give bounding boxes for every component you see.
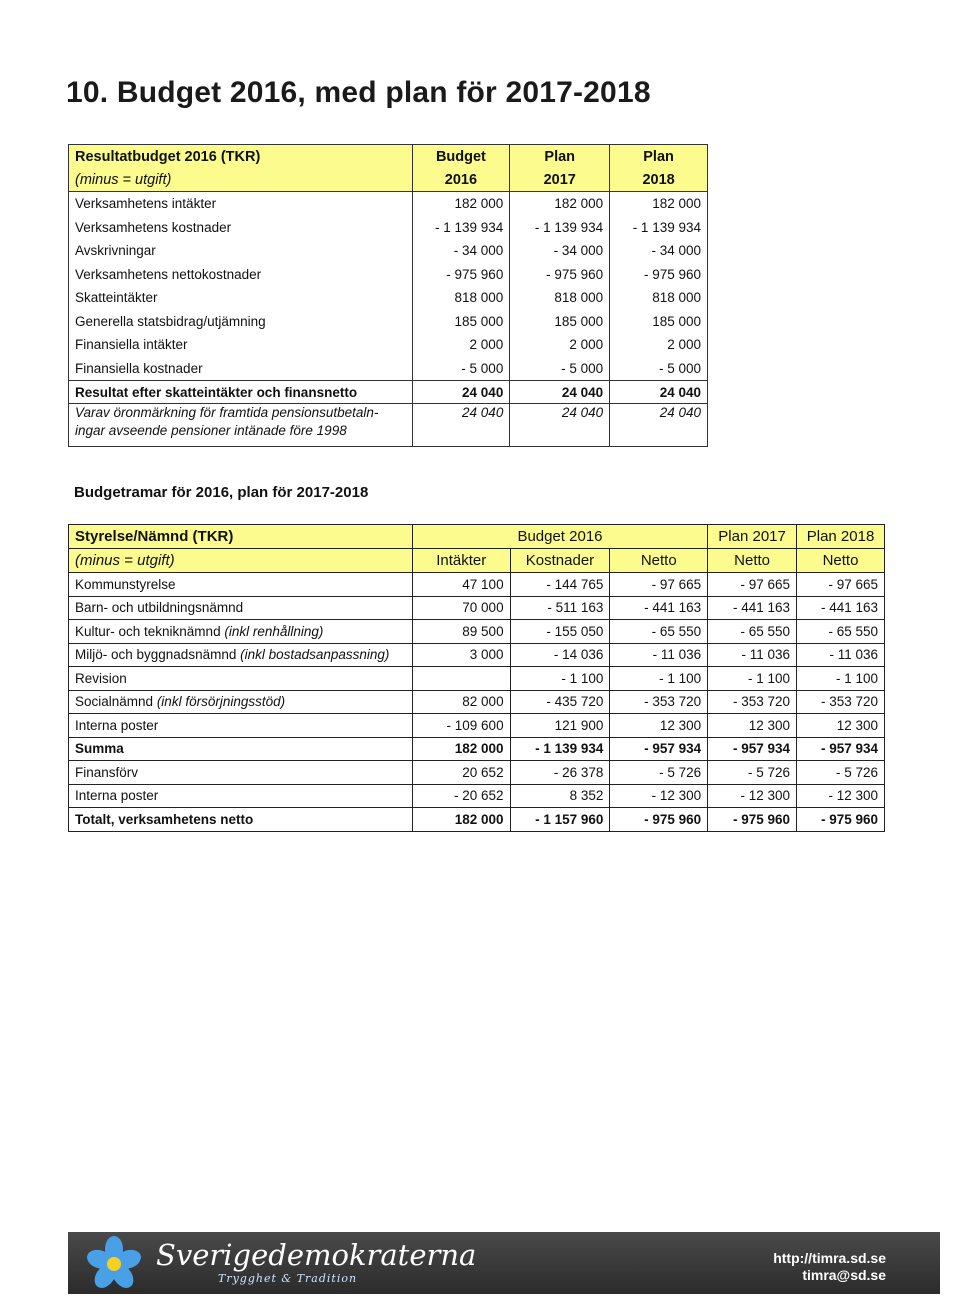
result-col-budget-year: 2016: [412, 168, 510, 192]
table-row: [69, 216, 708, 240]
cell-intakter: 70 000: [412, 596, 510, 620]
row-label: [69, 643, 413, 667]
cell-netto-2016: - 441 163: [610, 596, 708, 620]
cell-netto-2016: - 957 934: [610, 737, 708, 761]
budget-frames-table: [68, 524, 885, 832]
brand-tagline: Trygghet & Tradition: [218, 1272, 358, 1285]
cell-netto-2017: - 65 550: [708, 620, 797, 644]
table-row: [69, 239, 708, 263]
row-label: Verksamhetens nettokostnader: [75, 266, 262, 282]
cell-netto-2018: - 975 960: [797, 808, 885, 832]
table-row: [69, 690, 885, 714]
row-label-note: (inkl försörjningsstöd): [156, 694, 286, 710]
row-label: Varav öronmärkning för framtida pensionsutbetaln- ingar avseende pensioner intänade före 1998: [69, 404, 413, 447]
cell-intakter: 89 500: [412, 620, 510, 644]
cell-budget: - 975 960: [412, 263, 510, 287]
cell-plan2017: - 975 960: [510, 263, 610, 287]
cell-budget: 24 040: [412, 404, 510, 447]
cell-kostnader: - 511 163: [510, 596, 610, 620]
cell-plan2017: 24 040: [510, 404, 610, 447]
cell-intakter: 3 000: [412, 643, 510, 667]
flower-logo-icon: [74, 1236, 154, 1292]
row-label-note: (inkl renhållning): [224, 623, 324, 639]
cell-intakter: 82 000: [412, 690, 510, 714]
result-row: [69, 381, 708, 404]
cell-netto-2016: - 65 550: [610, 620, 708, 644]
cell-netto-2018: - 5 726: [797, 761, 885, 785]
cell-netto-2018: - 353 720: [797, 690, 885, 714]
table-row: [69, 573, 885, 597]
cell-kostnader: - 435 720: [510, 690, 610, 714]
cell-kostnader: - 1 157 960: [510, 808, 610, 832]
cell-netto-2017: - 975 960: [708, 808, 797, 832]
cell-plan2017: 185 000: [510, 310, 610, 334]
contact-block: [773, 1250, 886, 1284]
row-label-text: Socialnämnd: [75, 694, 157, 710]
cell-kostnader: - 1 100: [510, 667, 610, 691]
cell-netto-2017: - 11 036: [708, 643, 797, 667]
result-header-label: Resultatbudget 2016 (TKR): [69, 145, 413, 169]
table-row: [69, 714, 885, 738]
row-label: [69, 714, 413, 738]
table-row: [69, 286, 708, 310]
cell-budget: 24 040: [412, 381, 510, 404]
cell-netto-2017: - 5 726: [708, 761, 797, 785]
row-label: Avskrivningar: [75, 243, 156, 259]
row-label-text: Barn- och utbildningsnämnd: [75, 600, 244, 616]
row-label-text: Interna poster: [75, 788, 159, 804]
email-link[interactable]: timra@sd.se: [802, 1267, 886, 1283]
cell-netto-2016: - 97 665: [610, 573, 708, 597]
brand-name: Sverigedemokraterna: [156, 1238, 477, 1272]
row-label: [69, 784, 413, 808]
cell-intakter: - 20 652: [412, 784, 510, 808]
row-label: [69, 573, 413, 597]
cell-plan2018: 185 000: [610, 310, 708, 334]
cell-plan2018: 818 000: [610, 286, 708, 310]
row-label-note: (inkl bostadsanpassning): [240, 647, 390, 663]
cell-netto-2016: - 1 100: [610, 667, 708, 691]
cell-plan2017: 24 040: [510, 381, 610, 404]
cell-plan2018: - 1 139 934: [610, 216, 708, 240]
cell-netto-2016: 12 300: [610, 714, 708, 738]
row-label: Skatteintäkter: [75, 290, 158, 306]
frames-header-label: Styrelse/Nämnd (TKR): [69, 525, 413, 549]
netto-2017-header: Netto: [708, 549, 797, 573]
cell-netto-2016: - 12 300: [610, 784, 708, 808]
cell-plan2017: 2 000: [510, 333, 610, 357]
cell-netto-2016: - 11 036: [610, 643, 708, 667]
row-label: [69, 761, 413, 785]
result-col-budget-label: Budget: [412, 145, 510, 169]
cell-budget: 818 000: [412, 286, 510, 310]
frames-minus-note: (minus = utgift): [69, 549, 413, 573]
table-row: [69, 643, 885, 667]
budget-2016-header: Budget 2016: [412, 525, 707, 549]
cell-plan2018: 24 040: [610, 381, 708, 404]
table-row: [69, 667, 885, 691]
cell-plan2017: - 1 139 934: [510, 216, 610, 240]
table-row: [69, 737, 885, 761]
row-label-text: Totalt, verksamhetens netto: [75, 811, 254, 827]
cell-intakter: [412, 667, 510, 691]
cell-plan2018: - 34 000: [610, 239, 708, 263]
cell-netto-2016: - 975 960: [610, 808, 708, 832]
page-title: 10. Budget 2016, med plan för 2017-2018: [66, 76, 651, 109]
cell-plan2018: 24 040: [610, 404, 708, 447]
cell-kostnader: - 26 378: [510, 761, 610, 785]
cell-budget: - 5 000: [412, 357, 510, 381]
row-label: Verksamhetens intäkter: [75, 196, 217, 212]
netto-2018-header: Netto: [797, 549, 885, 573]
result-header-row-2: [69, 168, 708, 192]
row-label-text: Interna poster: [75, 717, 159, 733]
cell-plan2017: 182 000: [510, 192, 610, 216]
table-row: [69, 784, 885, 808]
row-label: [69, 690, 413, 714]
website-link[interactable]: http://timra.sd.se: [773, 1250, 886, 1266]
cell-intakter: 182 000: [412, 737, 510, 761]
cell-kostnader: - 1 139 934: [510, 737, 610, 761]
cell-netto-2017: - 12 300: [708, 784, 797, 808]
row-label: [69, 737, 413, 761]
cell-kostnader: - 14 036: [510, 643, 610, 667]
cell-intakter: - 109 600: [412, 714, 510, 738]
cell-intakter: 47 100: [412, 573, 510, 597]
cell-plan2017: 818 000: [510, 286, 610, 310]
cell-kostnader: - 144 765: [510, 573, 610, 597]
result-col-plan2018-year: 2018: [610, 168, 708, 192]
row-label-text: Summa: [75, 741, 124, 757]
plan-2017-header: Plan 2017: [708, 525, 797, 549]
frames-header-row-2: [69, 549, 885, 573]
cell-netto-2018: - 1 100: [797, 667, 885, 691]
cell-budget: - 34 000: [412, 239, 510, 263]
row-label: Finansiella kostnader: [75, 360, 203, 376]
cell-netto-2018: 12 300: [797, 714, 885, 738]
cell-kostnader: 8 352: [510, 784, 610, 808]
table-row: [69, 596, 885, 620]
row-label-text: Revision: [75, 670, 127, 686]
cell-plan2018: - 975 960: [610, 263, 708, 287]
table-row: [69, 333, 708, 357]
section-subtitle: Budgetramar för 2016, plan för 2017-2018: [74, 484, 369, 501]
row-label-text: Kommunstyrelse: [75, 576, 176, 592]
cell-netto-2018: - 97 665: [797, 573, 885, 597]
plan-2018-header: Plan 2018: [797, 525, 885, 549]
cell-netto-2017: - 97 665: [708, 573, 797, 597]
cell-budget: 185 000: [412, 310, 510, 334]
table-row: [69, 263, 708, 287]
cell-netto-2018: - 65 550: [797, 620, 885, 644]
result-col-plan2017-year: 2017: [510, 168, 610, 192]
cell-netto-2018: - 12 300: [797, 784, 885, 808]
row-label: [69, 596, 413, 620]
result-minus-note: (minus = utgift): [69, 168, 413, 192]
netto-header: Netto: [610, 549, 708, 573]
row-label-text: Miljö- och byggnadsnämnd: [75, 647, 241, 663]
result-col-plan2018-label: Plan: [610, 145, 708, 169]
cell-intakter: 20 652: [412, 761, 510, 785]
row-label: Finansiella intäkter: [75, 337, 188, 353]
cell-intakter: 182 000: [412, 808, 510, 832]
table-row: [69, 808, 885, 832]
intakter-header: Intäkter: [412, 549, 510, 573]
result-budget-table: [68, 144, 708, 447]
footer-bar: [68, 1232, 940, 1294]
table-row: [69, 761, 885, 785]
row-label: [69, 808, 413, 832]
table-row: [69, 620, 885, 644]
cell-netto-2017: - 1 100: [708, 667, 797, 691]
row-label: [69, 667, 413, 691]
table-row: [69, 357, 708, 381]
cell-plan2018: 2 000: [610, 333, 708, 357]
cell-netto-2016: - 5 726: [610, 761, 708, 785]
cell-plan2017: - 34 000: [510, 239, 610, 263]
cell-kostnader: - 155 050: [510, 620, 610, 644]
cell-kostnader: 121 900: [510, 714, 610, 738]
row-label: Generella statsbidrag/utjämning: [75, 313, 266, 329]
result-col-plan2017-label: Plan: [510, 145, 610, 169]
table-row: [69, 310, 708, 334]
cell-netto-2017: - 353 720: [708, 690, 797, 714]
cell-budget: 182 000: [412, 192, 510, 216]
cell-netto-2018: - 11 036: [797, 643, 885, 667]
earmark-note-row: [69, 404, 708, 447]
row-label-text: Finansförv: [75, 764, 139, 780]
cell-netto-2017: - 957 934: [708, 737, 797, 761]
frames-header-row-1: [69, 525, 885, 549]
cell-plan2018: - 5 000: [610, 357, 708, 381]
cell-netto-2018: - 441 163: [797, 596, 885, 620]
cell-netto-2017: - 441 163: [708, 596, 797, 620]
cell-netto-2017: 12 300: [708, 714, 797, 738]
cell-plan2018: 182 000: [610, 192, 708, 216]
row-label: [69, 620, 413, 644]
row-label: Resultat efter skatteintäkter och finansnetto: [69, 381, 413, 404]
kostnader-header: Kostnader: [510, 549, 610, 573]
cell-budget: 2 000: [412, 333, 510, 357]
cell-netto-2018: - 957 934: [797, 737, 885, 761]
result-header-row-1: [69, 145, 708, 169]
row-label: Verksamhetens kostnader: [75, 219, 232, 235]
row-label-text: Kultur- och tekniknämnd: [75, 623, 225, 639]
cell-netto-2016: - 353 720: [610, 690, 708, 714]
cell-plan2017: - 5 000: [510, 357, 610, 381]
cell-budget: - 1 139 934: [412, 216, 510, 240]
table-row: [69, 192, 708, 216]
